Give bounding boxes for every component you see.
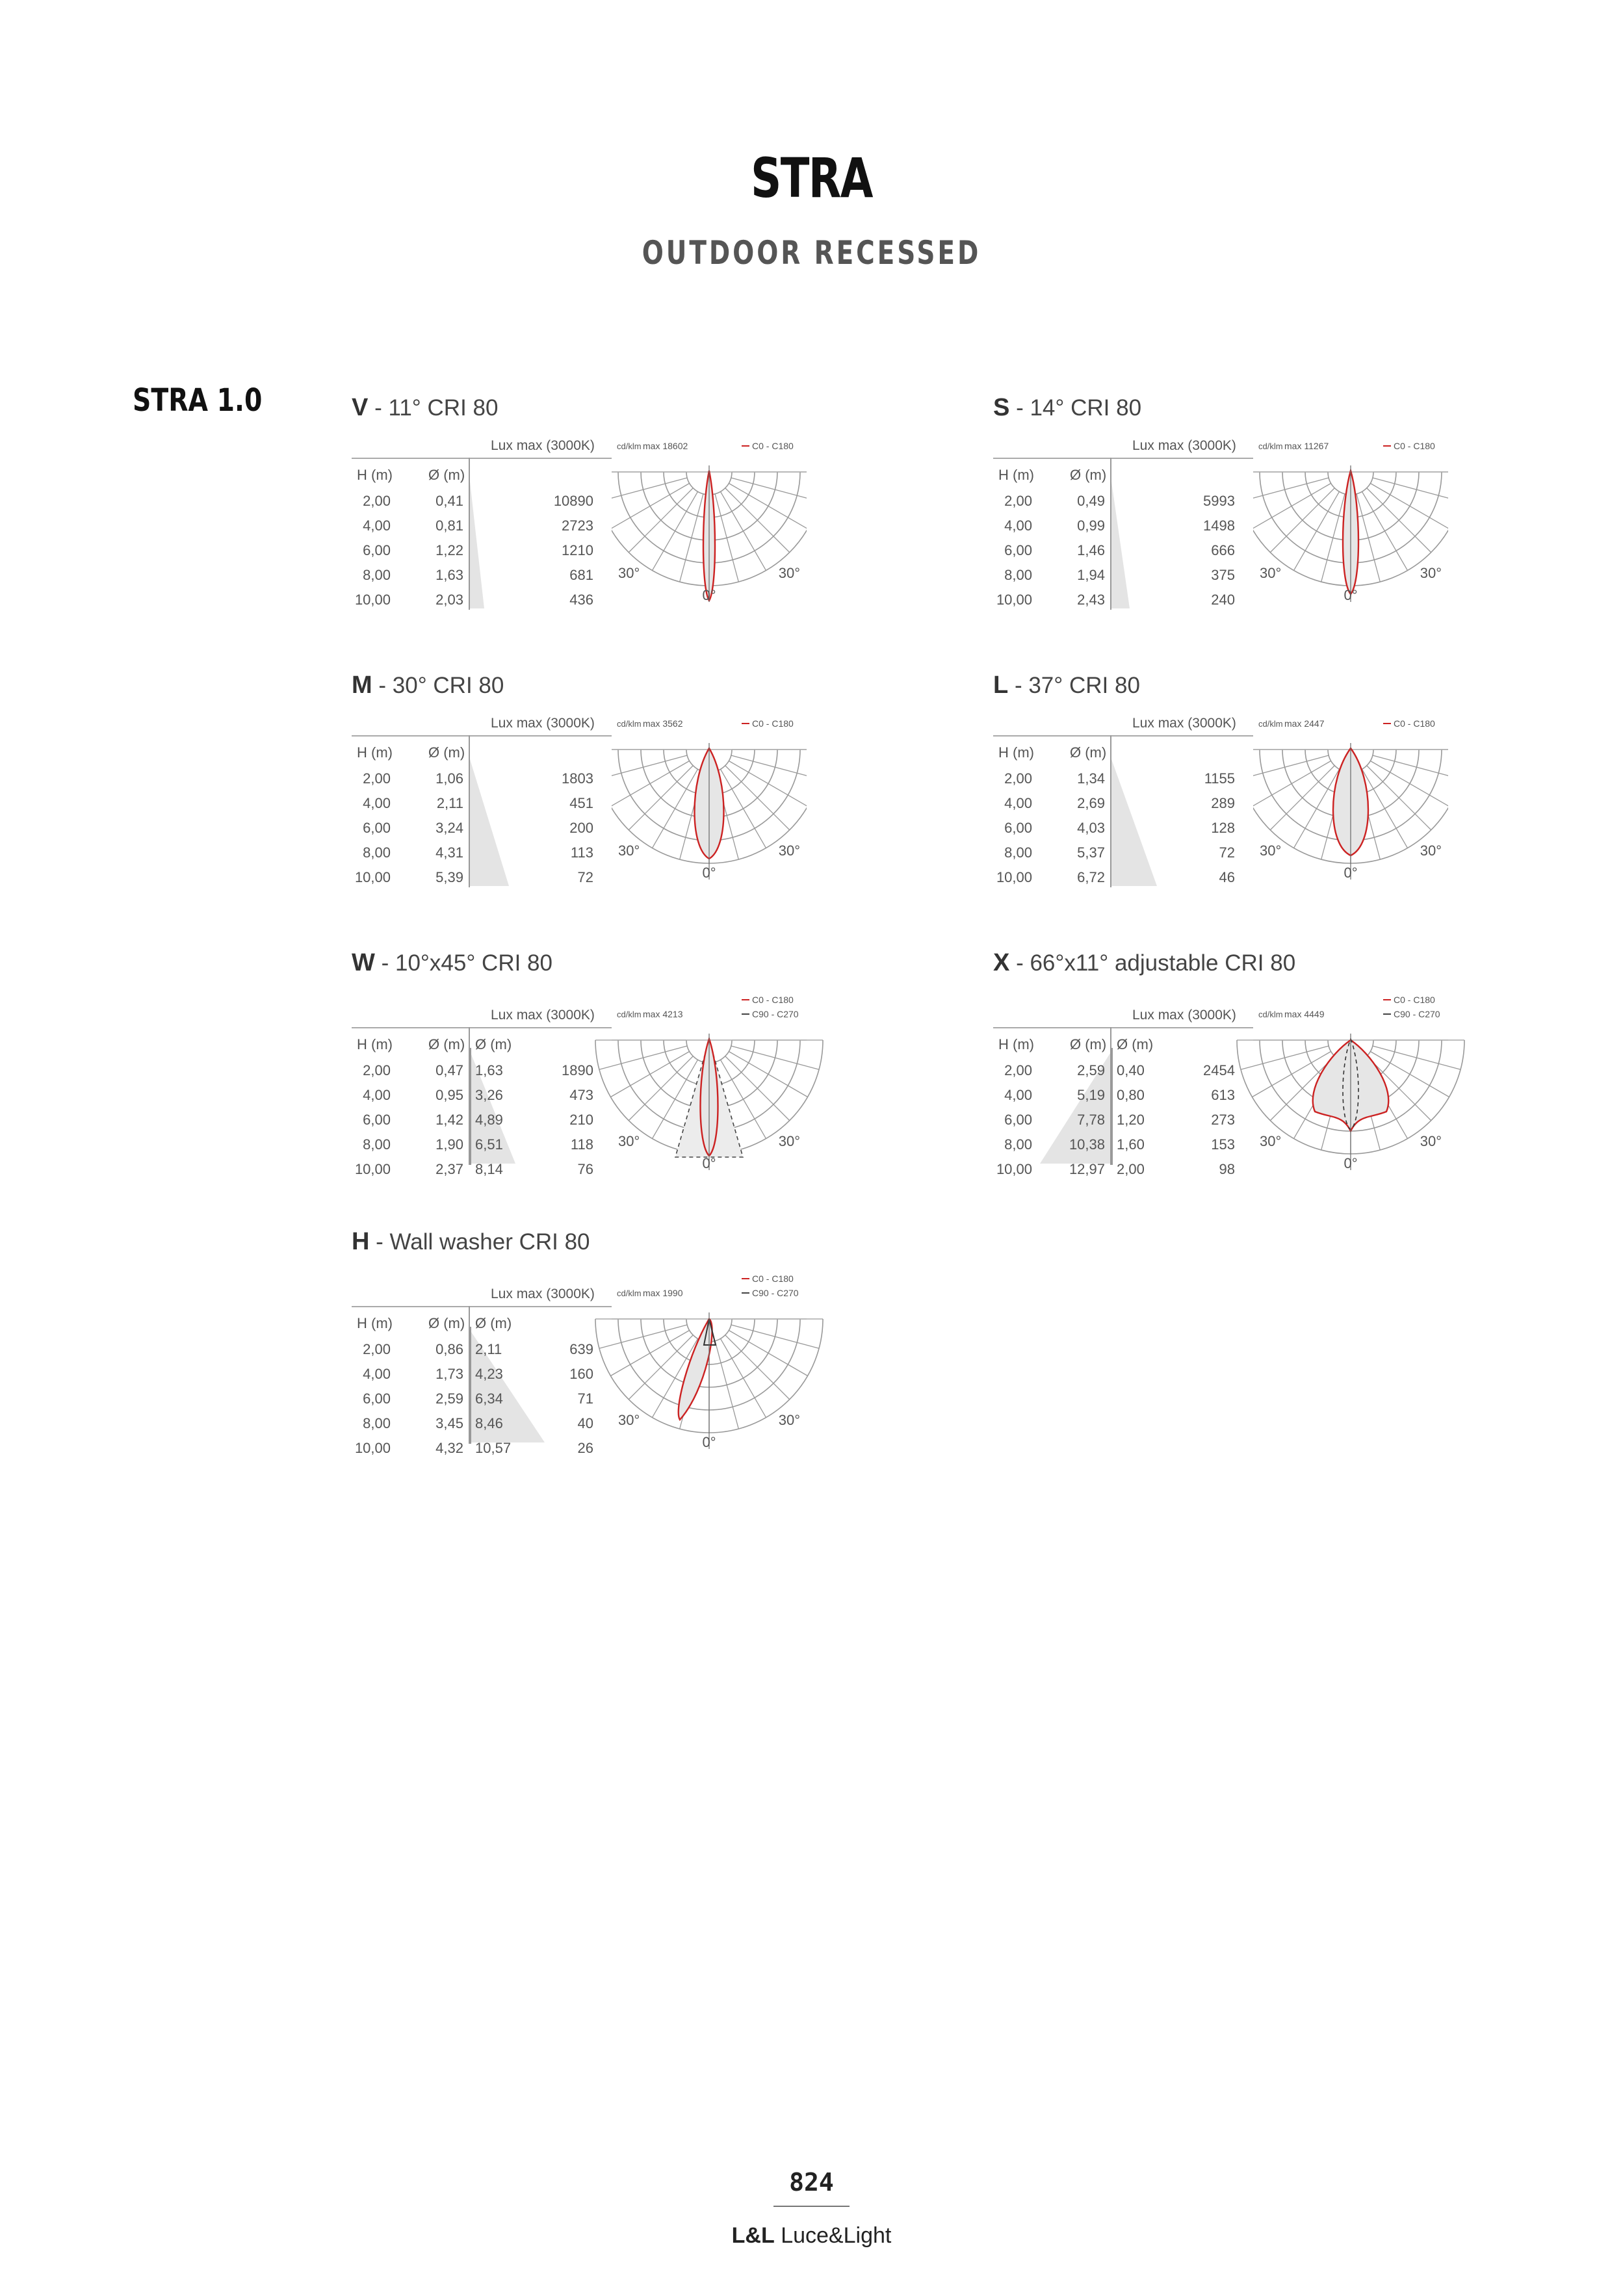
polar-spoke	[729, 1052, 807, 1097]
photometric-block-m	[352, 672, 846, 893]
row-h: 4,00	[1004, 1087, 1032, 1103]
table-top-rule	[352, 735, 612, 737]
row-diameter-2: 0,40	[1117, 1062, 1145, 1078]
row-diameter-2: 8,46	[475, 1415, 503, 1431]
row-diameter-2: 1,63	[475, 1062, 503, 1078]
row-diameter: 0,47	[435, 1062, 463, 1078]
row-lux: 153	[1211, 1136, 1235, 1153]
row-diameter: 1,06	[435, 770, 463, 787]
angle-bottom: 0°	[702, 865, 716, 881]
cd-unit: cd/klm	[1258, 1010, 1283, 1019]
d2-header: Ø (m)	[1117, 1036, 1154, 1052]
photometric-block-x	[993, 949, 1487, 1177]
lux-max-title: Lux max (3000K)	[1132, 716, 1236, 731]
d-header: Ø (m)	[428, 1036, 465, 1052]
h-header: H (m)	[357, 744, 393, 761]
row-lux: 71	[577, 1390, 593, 1407]
cd-max: max 11267	[1284, 441, 1329, 451]
d2-header: Ø (m)	[475, 1036, 512, 1052]
polar-spoke	[612, 478, 687, 501]
angle-bottom: 0°	[702, 1155, 716, 1171]
row-diameter: 1,73	[435, 1366, 463, 1382]
row-h: 6,00	[363, 542, 391, 558]
polar-spoke	[715, 1341, 738, 1429]
polar-spoke	[680, 494, 703, 582]
cd-max: max 1990	[643, 1288, 683, 1298]
row-lux: 273	[1211, 1112, 1235, 1128]
block-letter: L	[993, 672, 1009, 699]
row-lux: 1803	[562, 770, 593, 787]
lux-max-title: Lux max (3000K)	[1132, 1008, 1236, 1023]
legend-entry: C90 - C270	[752, 1288, 799, 1298]
footer-brand	[0, 2223, 1623, 2249]
polar-spoke	[653, 491, 698, 570]
photometric-block-v	[352, 394, 846, 615]
row-diameter: 0,41	[435, 493, 463, 509]
row-diameter: 5,19	[1077, 1087, 1105, 1103]
angle-bottom: 0°	[702, 587, 716, 603]
row-diameter: 2,43	[1077, 592, 1105, 608]
polar-spoke	[731, 1046, 819, 1069]
polar-spoke	[725, 488, 790, 553]
polar-spoke	[731, 1325, 819, 1348]
row-h: 8,00	[363, 567, 391, 583]
spread-wedge	[470, 482, 484, 608]
polar-spoke	[653, 769, 698, 848]
block-name: - 30° CRI 80	[372, 673, 504, 698]
row-h: 10,00	[996, 869, 1032, 885]
angle-left: 30°	[1260, 842, 1282, 859]
block-letter: X	[993, 949, 1010, 976]
block-name: - 11° CRI 80	[368, 395, 499, 421]
row-lux: 210	[569, 1112, 593, 1128]
polar-spoke	[610, 1331, 689, 1376]
polar-spoke	[721, 769, 766, 848]
polar-spoke	[1321, 494, 1345, 582]
row-lux: 2723	[562, 517, 593, 534]
row-h: 8,00	[363, 1136, 391, 1153]
angle-left: 30°	[1260, 1133, 1282, 1149]
row-diameter-2: 2,11	[475, 1341, 502, 1357]
polar-spoke	[1253, 478, 1329, 501]
row-h: 2,00	[363, 493, 391, 509]
d-header: Ø (m)	[1070, 467, 1107, 483]
block-heading	[352, 1228, 590, 1256]
polar-spoke	[729, 484, 807, 529]
table-col-rule	[1110, 458, 1111, 610]
d2-header: Ø (m)	[475, 1315, 512, 1331]
polar-diagram	[1253, 436, 1448, 612]
legend-entry: C0 - C180	[1394, 718, 1435, 729]
polar-spoke	[1373, 755, 1448, 779]
photometric-block-w	[352, 949, 846, 1177]
polar-spoke	[1253, 755, 1329, 779]
row-diameter: 10,38	[1069, 1136, 1105, 1153]
row-diameter: 5,37	[1077, 844, 1105, 861]
row-h: 2,00	[1004, 1062, 1032, 1078]
angle-left: 30°	[618, 1133, 640, 1149]
legend-entry: C90 - C270	[1394, 1009, 1440, 1019]
row-lux: 72	[1219, 844, 1235, 861]
row-h: 2,00	[1004, 770, 1032, 787]
polar-spoke	[721, 491, 766, 570]
polar-spoke	[610, 1052, 689, 1097]
row-lux: 200	[569, 820, 593, 836]
polar-spoke	[715, 494, 738, 582]
table-col-rule-2	[1111, 1048, 1113, 1165]
row-diameter: 1,42	[435, 1112, 463, 1128]
row-h: 6,00	[363, 1112, 391, 1128]
polar-spoke	[1367, 488, 1431, 553]
h-header: H (m)	[998, 1036, 1034, 1052]
cd-max: max 2447	[1284, 718, 1325, 729]
row-diameter-2: 3,26	[475, 1087, 503, 1103]
row-diameter: 1,90	[435, 1136, 463, 1153]
row-h: 4,00	[363, 517, 391, 534]
row-diameter: 0,99	[1077, 517, 1105, 534]
photometric-block-h	[352, 1228, 846, 1456]
page-title: STRA	[751, 146, 872, 210]
row-h: 4,00	[363, 1366, 391, 1382]
page-number: 824	[789, 2168, 834, 2197]
angle-right: 30°	[1420, 1133, 1442, 1149]
h-header: H (m)	[998, 744, 1034, 761]
row-h: 6,00	[1004, 1112, 1032, 1128]
row-h: 8,00	[1004, 1136, 1032, 1153]
row-h: 2,00	[1004, 493, 1032, 509]
row-lux: 451	[569, 795, 593, 811]
polar-diagram	[612, 995, 807, 1180]
cd-max: max 18602	[643, 441, 688, 451]
block-heading	[993, 949, 1295, 977]
polar-spoke	[731, 755, 807, 779]
lux-max-title: Lux max (3000K)	[1132, 438, 1236, 453]
row-diameter: 0,49	[1077, 493, 1105, 509]
section-label: STRA 1.0	[133, 382, 263, 419]
polar-diagram	[612, 1273, 807, 1459]
row-diameter-2: 8,14	[475, 1161, 503, 1177]
polar-spoke	[612, 761, 690, 807]
row-diameter: 2,37	[435, 1161, 463, 1177]
block-letter: S	[993, 394, 1010, 421]
table-top-rule	[993, 458, 1253, 459]
table-top-rule	[352, 1027, 612, 1028]
row-lux: 666	[1211, 542, 1235, 558]
block-heading	[993, 394, 1141, 422]
polar-spoke	[1373, 478, 1448, 501]
row-h: 8,00	[363, 844, 391, 861]
row-lux: 46	[1219, 869, 1235, 885]
row-diameter: 1,34	[1077, 770, 1105, 787]
polar-spoke	[612, 755, 687, 779]
lux-max-title: Lux max (3000K)	[491, 1286, 595, 1301]
table-col-rule-2	[470, 1048, 471, 1165]
polar-spoke	[1362, 491, 1408, 570]
polar-spoke	[1270, 488, 1334, 553]
legend-entry: C0 - C180	[752, 441, 794, 451]
d-header: Ø (m)	[1070, 744, 1107, 761]
angle-left: 30°	[618, 1412, 640, 1428]
row-h: 6,00	[363, 820, 391, 836]
lux-max-title: Lux max (3000K)	[491, 716, 595, 731]
spread-wedge	[1111, 482, 1130, 608]
angle-bottom: 0°	[1344, 865, 1358, 881]
polar-spoke	[1367, 766, 1431, 830]
polar-diagram	[1253, 714, 1448, 889]
polar-spoke	[1370, 484, 1448, 529]
angle-bottom: 0°	[1344, 587, 1358, 603]
block-letter: H	[352, 1228, 370, 1255]
row-lux: 613	[1211, 1087, 1235, 1103]
polar-spoke	[1253, 484, 1331, 529]
row-h: 10,00	[996, 592, 1032, 608]
row-diameter-2: 6,34	[475, 1390, 503, 1407]
row-h: 2,00	[363, 770, 391, 787]
row-diameter: 2,59	[1077, 1062, 1105, 1078]
row-h: 10,00	[354, 1161, 391, 1177]
polar-spoke	[1357, 494, 1380, 582]
cd-unit: cd/klm	[617, 1288, 642, 1298]
polar-spoke	[725, 766, 790, 830]
row-lux: 113	[570, 844, 593, 861]
row-h: 4,00	[1004, 517, 1032, 534]
row-lux: 1498	[1203, 517, 1235, 534]
row-lux: 160	[569, 1366, 593, 1382]
lux-max-title: Lux max (3000K)	[491, 438, 595, 453]
brand-bold: L&L	[731, 2223, 775, 2248]
polar-spoke	[729, 1331, 807, 1376]
angle-right: 30°	[778, 842, 800, 859]
row-diameter: 3,24	[435, 820, 463, 836]
legend-entry: C0 - C180	[1394, 995, 1435, 1005]
page-subtitle: OUTDOOR RECESSED	[642, 234, 981, 272]
angle-right: 30°	[778, 1133, 800, 1149]
table-col-rule	[1110, 735, 1111, 887]
row-diameter: 2,59	[435, 1390, 463, 1407]
block-name: - 66°x11° adjustable CRI 80	[1009, 950, 1296, 976]
row-lux: 1890	[562, 1062, 593, 1078]
angle-left: 30°	[1260, 565, 1282, 581]
polar-spoke	[629, 488, 693, 553]
photometric-block-l	[993, 672, 1487, 893]
polar-spoke	[721, 1338, 766, 1417]
h-header: H (m)	[357, 1315, 393, 1331]
cd-unit: cd/klm	[1258, 719, 1283, 729]
table-top-rule	[993, 735, 1253, 737]
brand-rest: Luce&Light	[774, 2223, 892, 2248]
row-diameter: 6,72	[1077, 869, 1105, 885]
row-diameter: 1,63	[435, 567, 463, 583]
h-header: H (m)	[998, 467, 1034, 483]
polar-diagram	[612, 714, 807, 889]
polar-spoke	[1270, 766, 1334, 830]
polar-spoke	[1241, 1046, 1329, 1069]
row-diameter: 5,39	[435, 869, 463, 885]
row-h: 10,00	[996, 1161, 1032, 1177]
polar-spoke	[731, 478, 807, 501]
row-lux: 289	[1211, 795, 1235, 811]
cd-max: max 4213	[643, 1009, 683, 1019]
polar-spoke	[599, 1325, 687, 1348]
row-lux: 473	[569, 1087, 593, 1103]
polar-spoke	[1373, 1046, 1461, 1069]
row-diameter: 1,46	[1077, 542, 1105, 558]
row-h: 10,00	[354, 592, 391, 608]
row-lux: 639	[569, 1341, 593, 1357]
row-lux: 681	[569, 567, 593, 583]
polar-spoke	[1253, 761, 1331, 807]
h-header: H (m)	[357, 467, 393, 483]
angle-left: 30°	[618, 842, 640, 859]
row-lux: 10890	[553, 493, 593, 509]
cd-unit: cd/klm	[617, 719, 642, 729]
d-header: Ø (m)	[428, 467, 465, 483]
row-diameter-2: 4,89	[475, 1112, 503, 1128]
block-heading	[352, 394, 498, 422]
polar-spoke	[629, 766, 693, 830]
legend-entry: C0 - C180	[752, 718, 794, 729]
row-lux: 2454	[1203, 1062, 1235, 1078]
legend-entry: C90 - C270	[752, 1009, 799, 1019]
block-letter: W	[352, 949, 375, 976]
polar-spoke	[729, 761, 807, 807]
row-h: 8,00	[1004, 567, 1032, 583]
cd-max: max 4449	[1284, 1009, 1325, 1019]
polar-spoke	[1370, 761, 1448, 807]
d-header: Ø (m)	[428, 744, 465, 761]
spread-wedge	[470, 759, 509, 886]
cd-unit: cd/klm	[617, 1010, 642, 1019]
photometric-block-s	[993, 394, 1487, 615]
row-lux: 128	[1211, 820, 1235, 836]
block-heading	[352, 672, 504, 699]
block-name: - 37° CRI 80	[1008, 673, 1140, 698]
block-name: - 14° CRI 80	[1009, 395, 1142, 421]
row-h: 6,00	[363, 1390, 391, 1407]
polar-spoke	[725, 1056, 790, 1121]
block-letter: M	[352, 672, 372, 699]
row-diameter-2: 1,20	[1117, 1112, 1145, 1128]
row-lux: 1155	[1204, 770, 1235, 787]
row-diameter: 0,81	[435, 517, 463, 534]
block-heading	[993, 672, 1140, 699]
row-diameter: 12,97	[1069, 1161, 1105, 1177]
row-lux: 26	[577, 1440, 593, 1456]
row-diameter: 3,45	[435, 1415, 463, 1431]
table-top-rule	[352, 458, 612, 459]
row-h: 2,00	[363, 1341, 391, 1357]
row-diameter: 4,32	[435, 1440, 463, 1456]
block-heading	[352, 949, 552, 977]
angle-left: 30°	[618, 565, 640, 581]
row-diameter: 7,78	[1077, 1112, 1105, 1128]
row-diameter: 4,31	[435, 844, 463, 861]
row-h: 10,00	[354, 869, 391, 885]
legend-entry: C0 - C180	[752, 995, 794, 1005]
table-col-rule-2	[470, 1327, 471, 1444]
angle-bottom: 0°	[1344, 1155, 1358, 1171]
row-diameter: 1,22	[435, 542, 463, 558]
row-h: 10,00	[354, 1440, 391, 1456]
row-lux: 375	[1211, 567, 1235, 583]
row-lux: 76	[577, 1161, 593, 1177]
row-diameter-2: 0,80	[1117, 1087, 1145, 1103]
row-h: 4,00	[1004, 795, 1032, 811]
legend-entry: C0 - C180	[1394, 441, 1435, 451]
row-diameter: 1,94	[1077, 567, 1105, 583]
polar-spoke	[725, 1335, 790, 1400]
angle-right: 30°	[1420, 565, 1442, 581]
d-header: Ø (m)	[1070, 1036, 1107, 1052]
row-lux: 72	[577, 869, 593, 885]
angle-right: 30°	[1420, 842, 1442, 859]
row-lux: 436	[569, 592, 593, 608]
angle-bottom: 0°	[702, 1434, 716, 1450]
polar-spoke	[629, 1056, 693, 1121]
table-top-rule	[993, 1027, 1253, 1028]
cd-unit: cd/klm	[1258, 441, 1283, 451]
row-h: 6,00	[1004, 820, 1032, 836]
row-diameter-2: 2,00	[1117, 1161, 1145, 1177]
block-name: - Wall washer CRI 80	[369, 1229, 590, 1255]
polar-spoke	[1294, 491, 1340, 570]
footer-divider	[773, 2206, 850, 2207]
row-lux: 240	[1211, 592, 1235, 608]
row-h: 6,00	[1004, 542, 1032, 558]
spread-wedge	[1111, 759, 1157, 886]
row-diameter: 2,11	[436, 795, 463, 811]
row-lux: 40	[577, 1415, 593, 1431]
row-h: 4,00	[363, 795, 391, 811]
row-diameter: 2,03	[435, 592, 463, 608]
polar-diagram	[1253, 995, 1448, 1180]
polar-spoke	[599, 1046, 687, 1069]
row-diameter-2: 6,51	[475, 1136, 503, 1153]
angle-right: 30°	[778, 1412, 800, 1428]
row-diameter-2: 1,60	[1117, 1136, 1145, 1153]
block-letter: V	[352, 394, 369, 421]
table-top-rule	[352, 1306, 612, 1307]
row-lux: 118	[570, 1136, 593, 1153]
polar-spoke	[612, 484, 690, 529]
angle-right: 30°	[778, 565, 800, 581]
table-col-rule	[469, 735, 470, 887]
legend-entry: C0 - C180	[752, 1273, 794, 1284]
cd-unit: cd/klm	[617, 441, 642, 451]
row-diameter: 2,69	[1077, 795, 1105, 811]
block-name: - 10°x45° CRI 80	[374, 950, 552, 976]
row-diameter: 0,86	[435, 1341, 463, 1357]
polar-diagram	[612, 436, 807, 612]
table-col-rule	[469, 458, 470, 610]
row-h: 2,00	[363, 1062, 391, 1078]
d-header: Ø (m)	[428, 1315, 465, 1331]
row-lux: 98	[1219, 1161, 1235, 1177]
row-diameter-2: 4,23	[475, 1366, 503, 1382]
row-h: 8,00	[363, 1415, 391, 1431]
lux-max-title: Lux max (3000K)	[491, 1008, 595, 1023]
row-lux: 5993	[1203, 493, 1235, 509]
h-header: H (m)	[357, 1036, 393, 1052]
cd-max: max 3562	[643, 718, 683, 729]
row-diameter: 0,95	[435, 1087, 463, 1103]
row-h: 4,00	[363, 1087, 391, 1103]
row-h: 8,00	[1004, 844, 1032, 861]
row-diameter: 4,03	[1077, 820, 1105, 836]
row-diameter-2: 10,57	[475, 1440, 512, 1456]
row-lux: 1210	[562, 542, 593, 558]
